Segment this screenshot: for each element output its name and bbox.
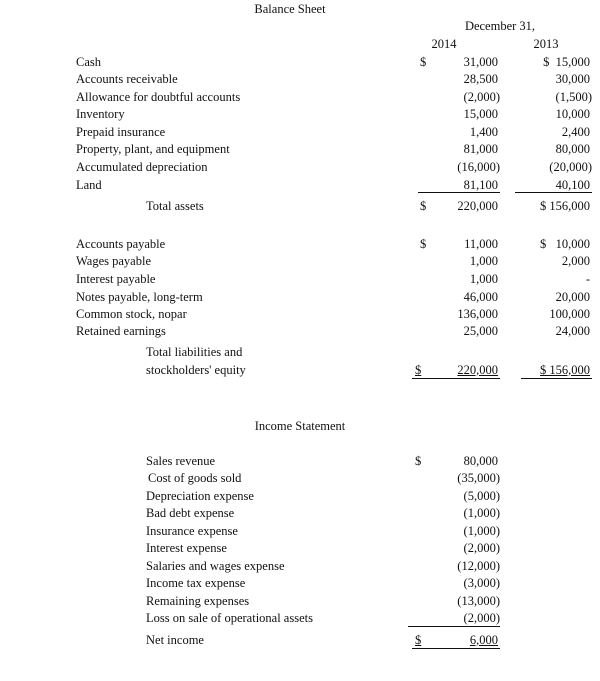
currency-symbol: $ [420, 237, 427, 251]
total-liabilities-label-line2: stockholders' equity [146, 363, 246, 377]
value-2013: - [585, 272, 590, 286]
row-label: Bad debt expense [146, 506, 235, 520]
row-label: Interest payable [76, 272, 156, 286]
value-2014: (16,000) [457, 160, 500, 174]
value-2014: 81,000 [463, 142, 498, 156]
row-label: Wages payable [76, 254, 151, 268]
underline-fill-2014 [412, 378, 500, 379]
row-label: Cash [76, 55, 101, 69]
row-label: Common stock, nopar [76, 307, 187, 321]
row-label: Prepaid insurance [76, 125, 166, 139]
value-2014: 1,400 [469, 125, 498, 139]
balance-sheet-title: Balance Sheet [254, 2, 326, 16]
value-2013: 24,000 [555, 324, 590, 338]
row-label: Income tax expense [146, 576, 246, 590]
row-label: Salaries and wages expense [146, 559, 285, 573]
value-2014: 1,000 [469, 254, 498, 268]
value-2014: 15,000 [463, 107, 498, 121]
income-statement-title: Income Statement [254, 419, 346, 433]
value-2013: $ 10,000 [540, 237, 590, 251]
value-2014: (2,000) [463, 90, 500, 104]
value-2013: 100,000 [549, 307, 590, 321]
value-2013: 20,000 [555, 290, 590, 304]
income-value: (3,000) [463, 576, 500, 590]
income-value: (35,000) [457, 471, 500, 485]
income-value: 80,000 [463, 454, 498, 468]
income-value: (2,000) [463, 611, 500, 625]
row-label: Retained earnings [76, 324, 166, 338]
value-2014: 136,000 [457, 307, 498, 321]
currency-symbol: $ [415, 454, 422, 468]
date-header: December 31, [464, 19, 536, 33]
total-liabilities-2013: $ 156,000 [540, 363, 590, 377]
value-2013: (1,500) [555, 90, 592, 104]
row-label: Sales revenue [146, 454, 216, 468]
row-label: Allowance for doubtful accounts [76, 90, 241, 104]
currency-symbol: $ [415, 633, 422, 647]
value-2014: 28,500 [463, 72, 498, 86]
value-2014: 31,000 [463, 55, 498, 69]
row-label: Cost of goods sold [148, 471, 242, 485]
value-2013: 2,400 [561, 125, 590, 139]
value-2013: 10,000 [555, 107, 590, 121]
income-value: (1,000) [463, 506, 500, 520]
value-2013: $ 15,000 [543, 55, 590, 69]
income-value: (2,000) [463, 541, 500, 555]
subtotal-rule-2013 [515, 192, 592, 193]
subtotal-rule-2014 [418, 192, 500, 193]
currency-symbol: $ [420, 55, 427, 69]
total-liabilities-label-line1: Total liabilities and [146, 345, 243, 359]
income-value: (5,000) [463, 489, 500, 503]
total-assets-label: Total assets [146, 199, 204, 213]
income-value: (1,000) [463, 524, 500, 538]
value-2014: 46,000 [463, 290, 498, 304]
value-2014: 11,000 [464, 237, 498, 251]
net-income-value: 6,000 [469, 633, 498, 647]
year-current-header: 2014 [431, 37, 457, 51]
value-2014: 1,000 [469, 272, 498, 286]
currency-symbol: $ [420, 199, 427, 213]
currency-symbol: $ [415, 363, 422, 377]
total-liabilities-2014: 220,000 [457, 363, 498, 377]
row-label: Land [76, 178, 102, 192]
value-2013: 40,100 [555, 178, 590, 192]
row-label: Property, plant, and equipment [76, 142, 230, 156]
value-2013: 2,000 [561, 254, 590, 268]
subtotal-rule-income [408, 626, 500, 627]
row-label: Accounts receivable [76, 72, 178, 86]
row-label: Loss on sale of operational assets [146, 611, 313, 625]
underline-fill-2013 [521, 378, 592, 379]
row-label: Interest expense [146, 541, 227, 555]
net-income-label: Net income [146, 633, 204, 647]
value-2014: 25,000 [463, 324, 498, 338]
row-label: Depreciation expense [146, 489, 254, 503]
income-value: (13,000) [457, 594, 500, 608]
row-label: Inventory [76, 107, 125, 121]
value-2013: 30,000 [555, 72, 590, 86]
row-label: Accumulated depreciation [76, 160, 208, 174]
row-label: Remaining expenses [146, 594, 250, 608]
total-assets-2013: $ 156,000 [540, 199, 590, 213]
value-2013: 80,000 [555, 142, 590, 156]
year-prior-header: 2013 [533, 37, 559, 51]
value-2013: (20,000) [549, 160, 592, 174]
row-label: Insurance expense [146, 524, 238, 538]
underline-fill-net-income [412, 648, 500, 649]
income-value: (12,000) [457, 559, 500, 573]
row-label: Notes payable, long-term [76, 290, 203, 304]
row-label: Accounts payable [76, 237, 166, 251]
value-2014: 81,100 [463, 178, 498, 192]
total-assets-2014: 220,000 [457, 199, 498, 213]
